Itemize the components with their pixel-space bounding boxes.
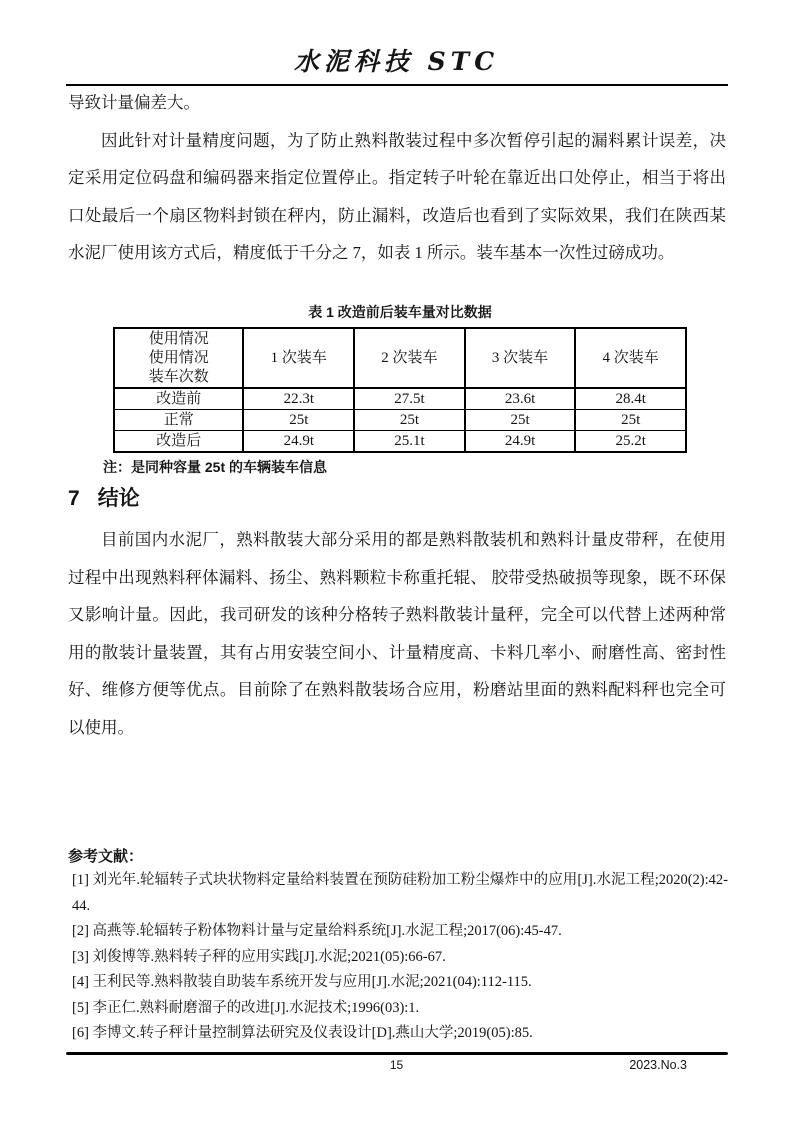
- column-header: 3 次装车: [465, 328, 576, 388]
- reference-item: [3] 刘俊博等.熟料转子秤的应用实践[J].水泥;2021(05):66-67.: [72, 948, 446, 965]
- row-label: 改造后: [114, 431, 243, 453]
- row-label: 正常: [114, 410, 243, 431]
- table-cell: 27.5t: [354, 388, 465, 410]
- references-section: [68, 846, 728, 1047]
- corner-line-1: 使用情况: [148, 330, 209, 347]
- body-paragraph: 因此针对计量精度问题，为了防止熟料散装过程中多次暂停引起的漏料累计误差，决定采用定位码盘和编码器来指定位置停止。指定转子叶轮在靠近出口处停止，相当于将出口处最后一个扇区物料封锁在秤内，防止漏料，改造后也看到了实际效果，我们在陕西某水泥厂使用该方式后，精度低于千分之 7，如表 1 所示。装车基本一次性过磅成功。: [68, 130, 726, 262]
- references-heading: 参考文献：: [68, 848, 144, 865]
- carryover-paragraph: 导致计量偏差大。: [68, 93, 200, 112]
- journal-header-title: 水泥科技 STC: [293, 47, 500, 76]
- table-cell: 24.9t: [243, 431, 354, 453]
- footer-issue-label: 2023.No.3: [629, 1058, 687, 1072]
- section-title: 结论: [97, 487, 140, 510]
- table-cell: 25t: [465, 410, 576, 431]
- table-cell: 25t: [243, 410, 354, 431]
- table-block: [68, 302, 726, 476]
- reference-item: [2] 高燕等.轮辐转子粉体物料计量与定量给料系统[J].水泥工程;2017(06):45-47.: [72, 923, 562, 939]
- column-header: 4 次装车: [575, 328, 686, 388]
- loading-comparison-table: [113, 327, 687, 453]
- table-cell: 25t: [575, 410, 686, 431]
- table-cell: 23.6t: [465, 388, 576, 410]
- table-note: 注：是同种容量 25t 的车辆装车信息: [103, 459, 328, 475]
- column-header: 2 次装车: [354, 328, 465, 388]
- table-row: [114, 431, 686, 453]
- column-header: 1 次装车: [243, 328, 354, 388]
- table-row: [114, 388, 686, 410]
- footer-page-number: 15: [389, 1058, 404, 1072]
- table-caption: 表 1 改造前后装车量对比数据: [308, 304, 492, 320]
- table-cell: 25t: [354, 410, 465, 431]
- reference-item: [1] 刘光年.轮辐转子式块状物料定量给料装置在预防硅粉加工粉尘爆炸中的应用[J].水泥工程;2020(2):42-44.: [72, 872, 728, 914]
- table-cell: 24.9t: [465, 431, 576, 453]
- body-text-block: [68, 84, 726, 272]
- corner-line-3: 装车次数: [148, 368, 209, 385]
- reference-item: [6] 李博文.转子秤计量控制算法研究及仪表设计[D].燕山大学;2019(05):85.: [72, 1025, 533, 1041]
- table-cell: 25.1t: [354, 431, 465, 453]
- section-number: 7: [68, 487, 80, 510]
- reference-item: [5] 李正仁.熟料耐磨溜子的改进[J].水泥技术;1996(03):1.: [72, 999, 420, 1016]
- corner-line-2: 使用情况: [148, 349, 209, 366]
- conclusion-section: [68, 486, 726, 746]
- reference-item: [4] 王利民等.熟料散装自助装车系统开发与应用[J].水泥;2021(04):112-115.: [72, 974, 532, 990]
- row-label: 改造前: [114, 388, 243, 410]
- table-cell: 28.4t: [575, 388, 686, 410]
- conclusion-paragraph: 目前国内水泥厂，熟料散装大部分采用的都是熟料散装机和熟料计量皮带秤，在使用过程中出现熟料秤体漏料、扬尘、熟料颗粒卡称重托辊、 胶带受热破损等现象，既不环保又影响计量。因此，我司研发的该种分格转子熟料散装计量秤，完全可以代替上述两种常用的散装计量装置，其有占用安装空间小、计量精度高、卡料几率小、耐磨性高、密封性好、维修方便等优点。目前除了在熟料散装场合应用，粉磨站里面的熟料配料秤也完全可以使用。: [68, 530, 726, 737]
- table-cell: 22.3t: [243, 388, 354, 410]
- section-heading: [68, 486, 726, 512]
- table-row: [114, 410, 686, 431]
- table-cell: 25.2t: [575, 431, 686, 453]
- footer-rule: [66, 1052, 728, 1055]
- table-header-row: [114, 328, 686, 388]
- table-corner-cell: [114, 328, 243, 388]
